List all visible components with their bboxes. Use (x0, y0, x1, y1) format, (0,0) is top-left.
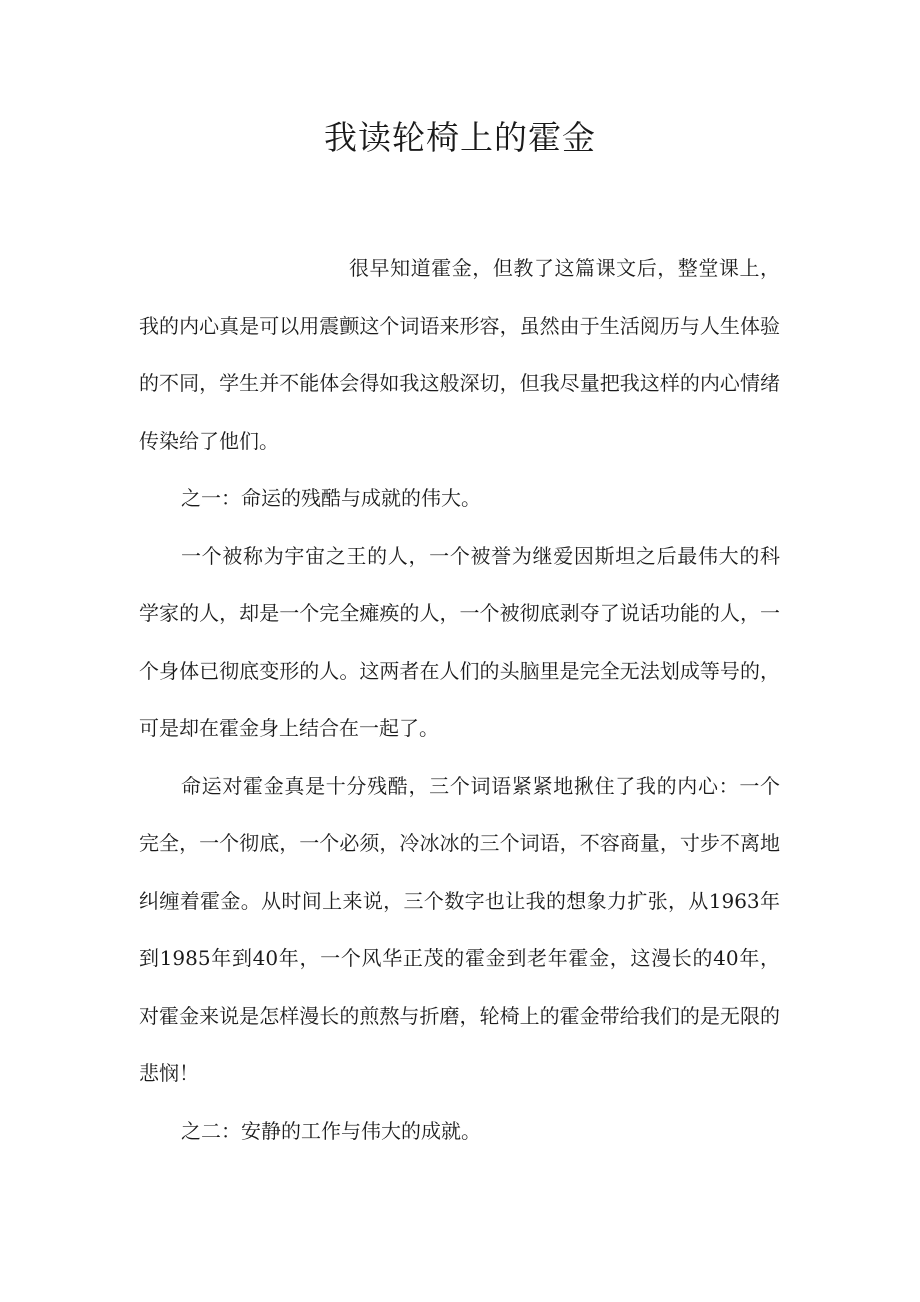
paragraph-section-1b: 命运对霍金真是十分残酷，三个词语紧紧地揪住了我的内心：一个完全，一个彻底，一个必须，冷冰冰的三个词语，不容商量，寸步不离地纠缠着霍金。从时间上来说，三个数字也让我的想象力扩张，从1963年到1985年到40年，一个风华正茂的霍金到老年霍金，这漫长的40年，对霍金来说是怎样漫长的煎熬与折磨，轮椅上的霍金带给我们的是无限的悲悯！ (139, 773, 780, 1085)
section-heading-2: 之二：安静的工作与伟大的成就。 (181, 1118, 481, 1143)
document-body (139, 240, 780, 1160)
paragraph-section-1a: 一个被称为宇宙之王的人，一个被誉为继爱因斯坦之后最伟大的科学家的人，却是一个完全瘫痪的人，一个被彻底剥夺了说话功能的人，一个身体已彻底变形的人。这两者在人们的头脑里是完全无法划成等号的，可是却在霍金身上结合在一起了。 (139, 543, 780, 740)
page-title: 我读轮椅上的霍金 (324, 118, 596, 157)
section-heading-1: 之一：命运的残酷与成就的伟大。 (181, 486, 481, 510)
paragraph-intro: 很早知道霍金，但教了这篇课文后，整堂课上，我的内心真是可以用震颤这个词语来形容，虽然由于生活阅历与人生体验的不同，学生并不能体会得如我这般深切，但我尽量把我这样的内心情绪传染给了他们。 (139, 256, 780, 453)
